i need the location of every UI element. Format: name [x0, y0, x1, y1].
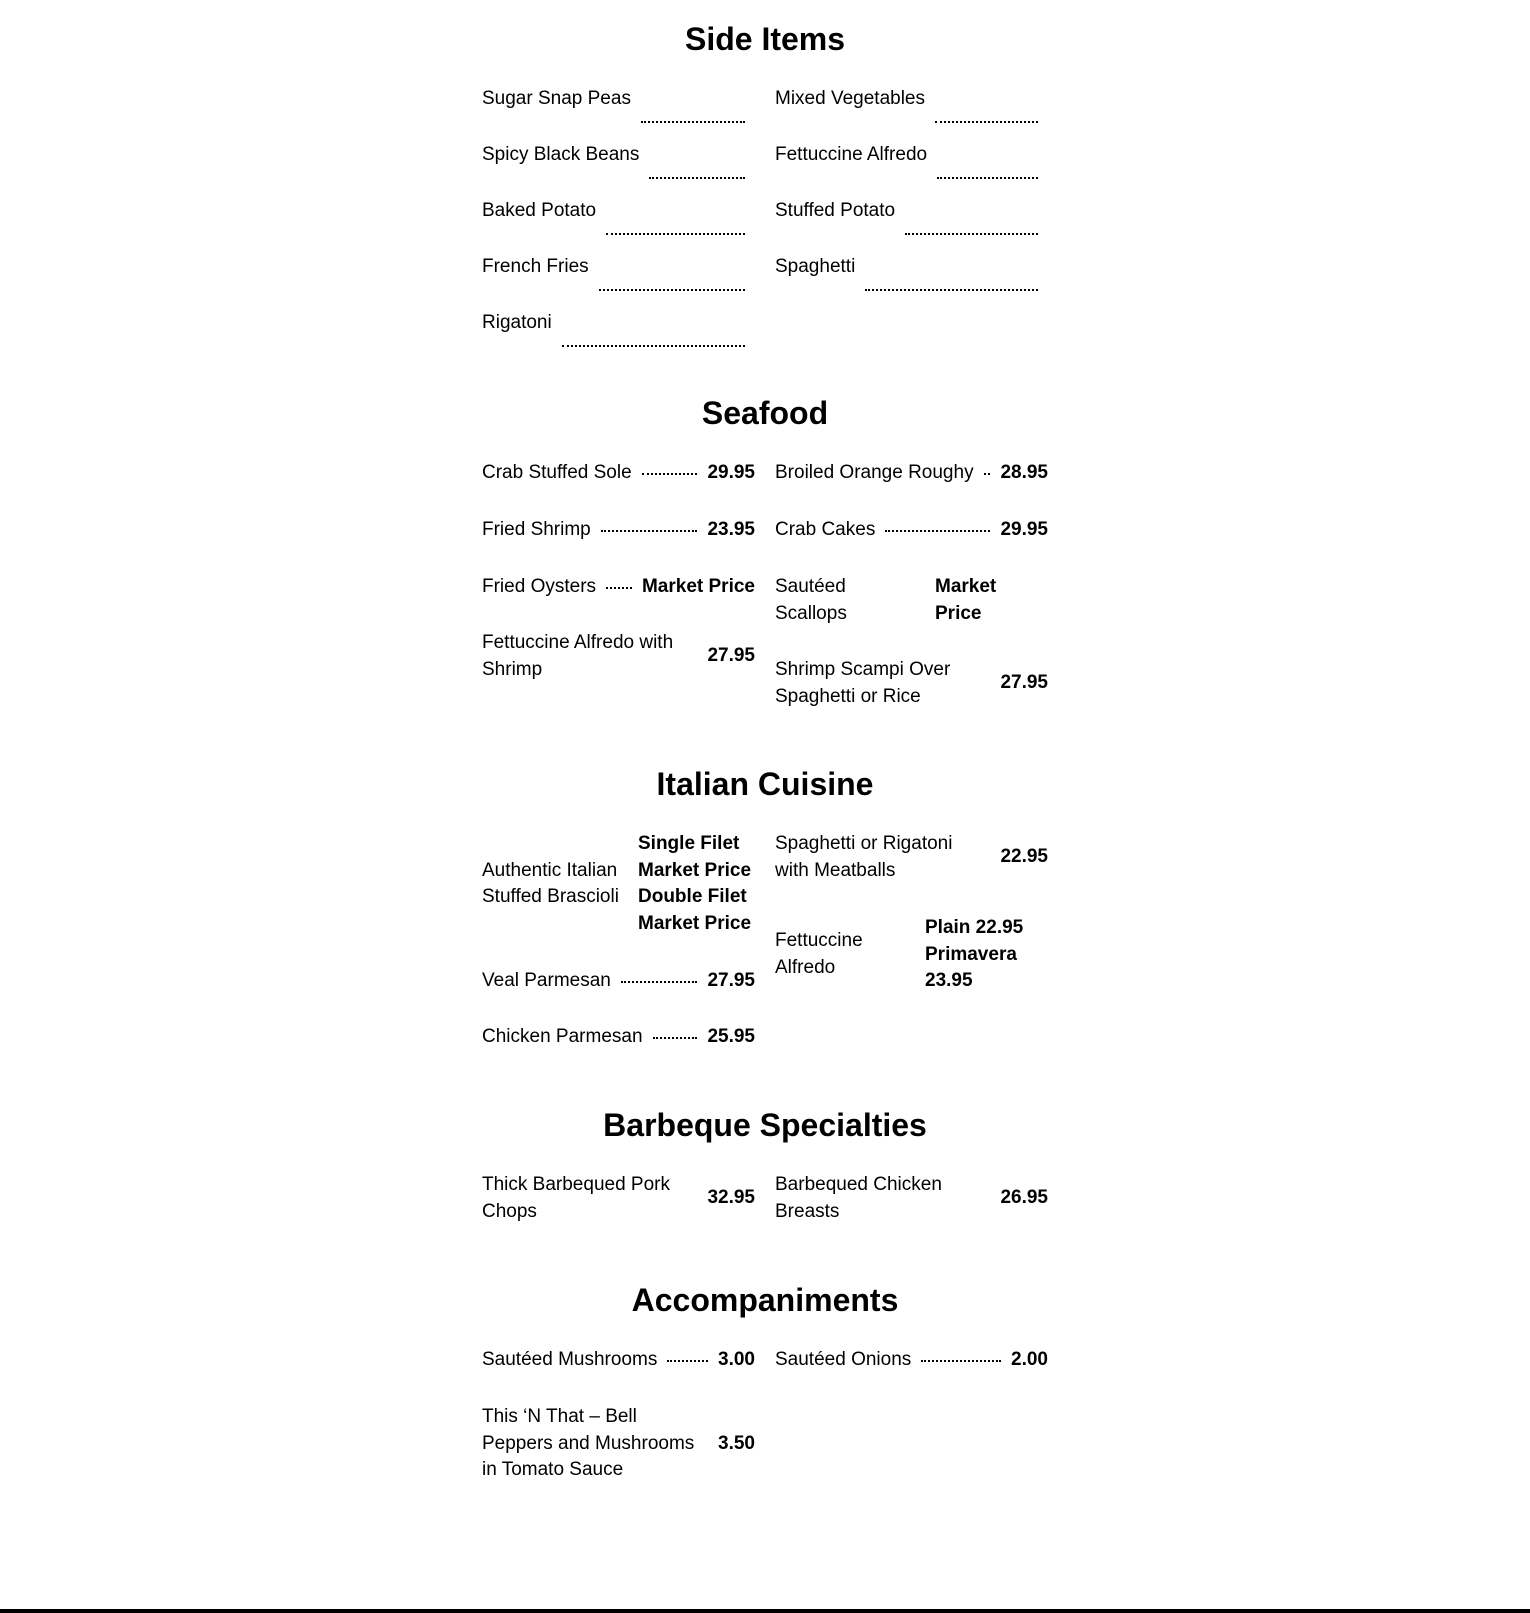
menu-item: [775, 831, 1048, 884]
item-name: Sautéed Mushrooms: [482, 1349, 658, 1370]
leader-dots: [621, 981, 698, 983]
section-title-seafood: Seafood: [701, 395, 829, 431]
menu-item: [482, 517, 755, 544]
side-items-grid: [482, 86, 1048, 366]
leader-dots: [667, 1360, 708, 1362]
leader-dots: [606, 233, 745, 235]
item-price: [925, 915, 1023, 995]
menu-item: [482, 574, 755, 601]
menu-item: [775, 915, 1048, 995]
item-name: Fettuccine Alfredo: [775, 144, 928, 165]
item-price: 27.95: [707, 645, 755, 667]
price-line: Market Price: [638, 859, 752, 881]
price-line: Double Filet: [638, 886, 747, 907]
item-name: Authentic Italian Stuffed Brascioli: [482, 859, 619, 907]
item-name: Shrimp Scampi Over Spaghetti or Rice: [775, 659, 951, 707]
item-name: Sautéed Scallops: [775, 576, 847, 624]
item-price: Market Price: [641, 576, 755, 597]
item-name: Sugar Snap Peas: [482, 88, 631, 109]
item-name: Veal Parmesan: [482, 970, 611, 991]
item-price: 29.95: [1000, 519, 1048, 540]
leader-dots: [653, 1037, 698, 1039]
item-name: Chicken Parmesan: [482, 1026, 643, 1047]
item-name: Crab Cakes: [775, 519, 876, 540]
menu-item: [482, 831, 755, 937]
menu-item: [482, 460, 755, 487]
leader-dots: [885, 530, 990, 532]
menu-item: [775, 142, 1048, 198]
item-price: 28.95: [1000, 462, 1048, 483]
item-price: 29.95: [707, 462, 755, 483]
price-line: 23.95: [925, 970, 973, 991]
menu-item: [775, 254, 1048, 310]
leader-dots: [642, 473, 698, 475]
price-line: Market Price: [638, 912, 752, 934]
item-name: Mixed Vegetables: [775, 88, 925, 109]
menu-item: [482, 968, 755, 995]
item-name: Spaghetti or Rigatoni with Meatballs: [775, 833, 953, 881]
leader-dots: [937, 177, 1038, 179]
item-name: Baked Potato: [482, 200, 597, 221]
item-name: Stuffed Potato: [775, 200, 896, 221]
leader-dots: [562, 345, 745, 347]
item-name: This ‘N That – Bell Peppers and Mushrooms in Tomato Sauce: [482, 1406, 695, 1480]
price-line: Plain 22.95: [925, 917, 1024, 938]
item-name: Fried Shrimp: [482, 519, 591, 540]
menu-item: [482, 1404, 755, 1484]
item-name: Broiled Orange Roughy: [775, 462, 974, 483]
item-name: Sautéed Onions: [775, 1349, 912, 1370]
item-price: [638, 831, 751, 937]
item-name: Spaghetti: [775, 256, 856, 277]
leader-dots: [921, 1360, 1001, 1362]
leader-dots: [641, 121, 745, 123]
menu-item: [482, 310, 755, 366]
item-name: Rigatoni: [482, 312, 552, 333]
side-items-left-column: [482, 86, 755, 366]
section-title-italian: Italian Cuisine: [656, 766, 874, 802]
menu-item: [775, 198, 1048, 254]
leader-dots: [865, 289, 1038, 291]
menu-item: [775, 86, 1048, 142]
item-name: Spicy Black Beans: [482, 144, 640, 165]
price-line: Single Filet: [638, 833, 740, 854]
item-name: Barbequed Chicken Breasts: [775, 1174, 942, 1222]
section-title-side-items: Side Items: [684, 21, 846, 57]
menu-item: [482, 198, 755, 254]
menu-item: [775, 460, 1048, 487]
menu-item: [775, 517, 1048, 544]
menu-item: [775, 574, 1048, 627]
item-price: 27.95: [1000, 672, 1048, 694]
item-price: 27.95: [707, 970, 755, 991]
item-name: French Fries: [482, 256, 589, 277]
menu-item: [775, 1347, 1048, 1374]
menu-item: [482, 1172, 755, 1225]
section-title-bbq: Barbeque Specialties: [603, 1107, 927, 1143]
item-price: 22.95: [1000, 846, 1048, 868]
section-title-accompaniments: Accompaniments: [631, 1282, 899, 1318]
item-price: 3.00: [718, 1349, 755, 1370]
menu-item: [482, 630, 755, 683]
leader-dots: [984, 473, 991, 475]
leader-dots: [606, 587, 632, 589]
leader-dots: [601, 530, 698, 532]
price-line: Primavera: [925, 943, 1017, 965]
leader-dots: [649, 177, 745, 179]
item-price: 32.95: [707, 1187, 755, 1209]
menu-item: [775, 657, 1048, 710]
item-name: Fettuccine Alfredo: [775, 930, 863, 978]
menu-item: [482, 86, 755, 142]
bottom-border: [0, 1609, 1530, 1613]
leader-dots: [905, 233, 1038, 235]
leader-dots: [599, 289, 745, 291]
item-name: Fettuccine Alfredo with Shrimp: [482, 632, 674, 680]
menu-item: [482, 254, 755, 310]
item-name: Fried Oysters: [482, 576, 597, 597]
item-name: Thick Barbequed Pork Chops: [482, 1174, 670, 1222]
menu-item: [482, 142, 755, 198]
side-items-right-column: [775, 86, 1048, 366]
item-price: 3.50: [718, 1432, 755, 1454]
item-price: Market Price: [935, 576, 997, 624]
menu-item: [482, 1347, 755, 1374]
item-name: Crab Stuffed Sole: [482, 462, 632, 483]
item-price: 26.95: [1000, 1187, 1048, 1209]
item-price: 25.95: [707, 1026, 755, 1047]
leader-dots: [935, 121, 1038, 123]
menu-item: [482, 1024, 755, 1051]
item-price: 23.95: [707, 519, 755, 540]
menu-item: [775, 1172, 1048, 1225]
item-price: 2.00: [1011, 1349, 1048, 1370]
